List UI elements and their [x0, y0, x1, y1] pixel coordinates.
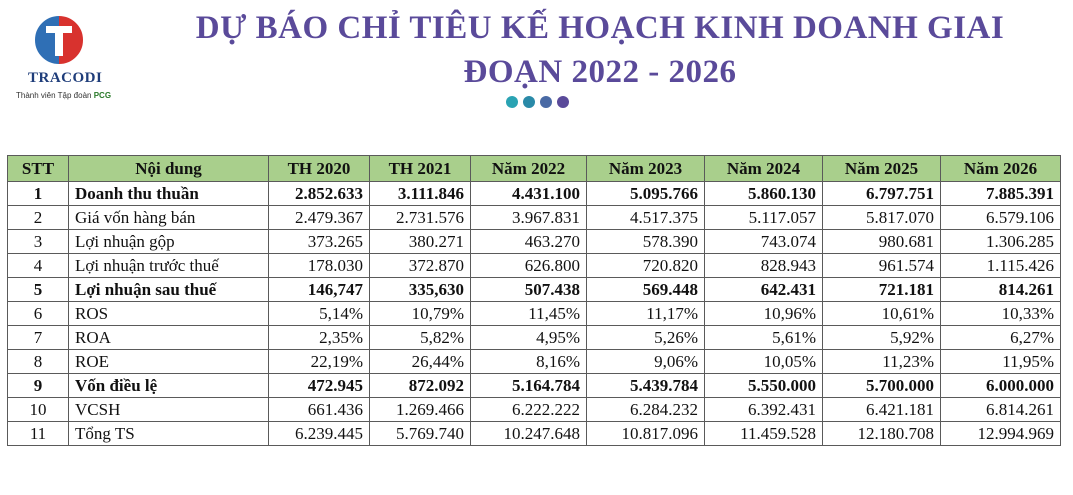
- logo-subtitle: [16, 91, 111, 100]
- column-header: Năm 2024: [705, 156, 823, 182]
- table-row: [8, 374, 1061, 398]
- value-cell: 642.431: [705, 278, 823, 302]
- value-cell: 2.852.633: [269, 182, 370, 206]
- value-cell: 6.421.181: [823, 398, 941, 422]
- row-number: 2: [8, 206, 69, 230]
- value-cell: 720.820: [587, 254, 705, 278]
- page-title-line-1: DỰ BÁO CHỈ TIÊU KẾ HOẠCH KINH DOANH GIAI: [195, 10, 1005, 46]
- row-label: Vốn điều lệ: [69, 374, 269, 398]
- value-cell: 5.817.070: [823, 206, 941, 230]
- value-cell: 11,95%: [941, 350, 1061, 374]
- column-header: TH 2020: [269, 156, 370, 182]
- logo-name: TRACODI: [28, 70, 103, 86]
- value-cell: 5,26%: [587, 326, 705, 350]
- value-cell: 3.111.846: [370, 182, 471, 206]
- value-cell: 6.284.232: [587, 398, 705, 422]
- value-cell: 178.030: [269, 254, 370, 278]
- row-number: 6: [8, 302, 69, 326]
- value-cell: 5.769.740: [370, 422, 471, 446]
- value-cell: 980.681: [823, 230, 941, 254]
- value-cell: 373.265: [269, 230, 370, 254]
- row-number: 10: [8, 398, 69, 422]
- value-cell: 5,14%: [269, 302, 370, 326]
- column-header: STT: [8, 156, 69, 182]
- company-logo: [14, 12, 124, 102]
- value-cell: 2.731.576: [370, 206, 471, 230]
- value-cell: 5.860.130: [705, 182, 823, 206]
- row-number: 4: [8, 254, 69, 278]
- value-cell: 11,23%: [823, 350, 941, 374]
- value-cell: 10,05%: [705, 350, 823, 374]
- row-label: Lợi nhuận sau thuế: [69, 278, 269, 302]
- value-cell: 1.306.285: [941, 230, 1061, 254]
- page-title-line-2: ĐOẠN 2022 - 2026: [463, 54, 737, 90]
- value-cell: 335,630: [370, 278, 471, 302]
- table-row: [8, 422, 1061, 446]
- value-cell: 626.800: [471, 254, 587, 278]
- table-row: [8, 254, 1061, 278]
- column-header: TH 2021: [370, 156, 471, 182]
- value-cell: 4,95%: [471, 326, 587, 350]
- value-cell: 11,45%: [471, 302, 587, 326]
- value-cell: 10,79%: [370, 302, 471, 326]
- column-header: Năm 2025: [823, 156, 941, 182]
- page-title: [150, 6, 1050, 94]
- value-cell: 10.247.648: [471, 422, 587, 446]
- value-cell: 961.574: [823, 254, 941, 278]
- value-cell: 5,61%: [705, 326, 823, 350]
- value-cell: 5.164.784: [471, 374, 587, 398]
- value-cell: 6.814.261: [941, 398, 1061, 422]
- value-cell: 2.479.367: [269, 206, 370, 230]
- row-label: Doanh thu thuần: [69, 182, 269, 206]
- value-cell: 10,33%: [941, 302, 1061, 326]
- row-number: 9: [8, 374, 69, 398]
- value-cell: 1.269.466: [370, 398, 471, 422]
- table-header-row: [8, 156, 1061, 182]
- row-label: ROE: [69, 350, 269, 374]
- value-cell: 828.943: [705, 254, 823, 278]
- value-cell: 7.885.391: [941, 182, 1061, 206]
- value-cell: 661.436: [269, 398, 370, 422]
- table-row: [8, 398, 1061, 422]
- row-number: 1: [8, 182, 69, 206]
- decorative-dot: [557, 96, 569, 108]
- row-number: 7: [8, 326, 69, 350]
- table-row: [8, 182, 1061, 206]
- value-cell: 5.439.784: [587, 374, 705, 398]
- value-cell: 372.870: [370, 254, 471, 278]
- value-cell: 12.994.969: [941, 422, 1061, 446]
- value-cell: 6.392.431: [705, 398, 823, 422]
- value-cell: 872.092: [370, 374, 471, 398]
- value-cell: 26,44%: [370, 350, 471, 374]
- logo-subtitle-text: Thành viên Tập đoàn: [16, 91, 92, 100]
- row-number: 5: [8, 278, 69, 302]
- value-cell: 11.459.528: [705, 422, 823, 446]
- row-number: 8: [8, 350, 69, 374]
- value-cell: 6.239.445: [269, 422, 370, 446]
- column-header: Năm 2023: [587, 156, 705, 182]
- row-number: 3: [8, 230, 69, 254]
- table-row: [8, 302, 1061, 326]
- value-cell: 6.222.222: [471, 398, 587, 422]
- table-row: [8, 350, 1061, 374]
- column-header: Nội dung: [69, 156, 269, 182]
- value-cell: 6.579.106: [941, 206, 1061, 230]
- value-cell: 8,16%: [471, 350, 587, 374]
- row-label: ROA: [69, 326, 269, 350]
- value-cell: 4.517.375: [587, 206, 705, 230]
- value-cell: 2,35%: [269, 326, 370, 350]
- table-row: [8, 230, 1061, 254]
- column-header: Năm 2022: [471, 156, 587, 182]
- row-label: Tổng TS: [69, 422, 269, 446]
- value-cell: 146,747: [269, 278, 370, 302]
- value-cell: 4.431.100: [471, 182, 587, 206]
- row-label: ROS: [69, 302, 269, 326]
- value-cell: 10.817.096: [587, 422, 705, 446]
- column-header: Năm 2026: [941, 156, 1061, 182]
- value-cell: 5.550.000: [705, 374, 823, 398]
- value-cell: 12.180.708: [823, 422, 941, 446]
- value-cell: 721.181: [823, 278, 941, 302]
- row-label: Giá vốn hàng bán: [69, 206, 269, 230]
- value-cell: 6.000.000: [941, 374, 1061, 398]
- row-label: Lợi nhuận gộp: [69, 230, 269, 254]
- value-cell: 380.271: [370, 230, 471, 254]
- decorative-dots: [506, 95, 574, 109]
- value-cell: 814.261: [941, 278, 1061, 302]
- value-cell: 578.390: [587, 230, 705, 254]
- value-cell: 5,82%: [370, 326, 471, 350]
- decorative-dot: [523, 96, 535, 108]
- value-cell: 1.115.426: [941, 254, 1061, 278]
- decorative-dot: [540, 96, 552, 108]
- value-cell: 6,27%: [941, 326, 1061, 350]
- decorative-dot: [506, 96, 518, 108]
- value-cell: 11,17%: [587, 302, 705, 326]
- table-row: [8, 206, 1061, 230]
- tracodi-emblem-icon: [24, 12, 94, 70]
- value-cell: 3.967.831: [471, 206, 587, 230]
- value-cell: 743.074: [705, 230, 823, 254]
- value-cell: 5.117.057: [705, 206, 823, 230]
- value-cell: 569.448: [587, 278, 705, 302]
- value-cell: 6.797.751: [823, 182, 941, 206]
- value-cell: 10,61%: [823, 302, 941, 326]
- value-cell: 5.700.000: [823, 374, 941, 398]
- table-row: [8, 278, 1061, 302]
- value-cell: 463.270: [471, 230, 587, 254]
- value-cell: 5.095.766: [587, 182, 705, 206]
- row-label: Lợi nhuận trước thuế: [69, 254, 269, 278]
- value-cell: 507.438: [471, 278, 587, 302]
- row-number: 11: [8, 422, 69, 446]
- row-label: VCSH: [69, 398, 269, 422]
- value-cell: 10,96%: [705, 302, 823, 326]
- value-cell: 9,06%: [587, 350, 705, 374]
- value-cell: 5,92%: [823, 326, 941, 350]
- business-plan-table: [7, 155, 1061, 446]
- table-row: [8, 326, 1061, 350]
- logo-group: PCG: [93, 91, 112, 100]
- value-cell: 22,19%: [269, 350, 370, 374]
- value-cell: 472.945: [269, 374, 370, 398]
